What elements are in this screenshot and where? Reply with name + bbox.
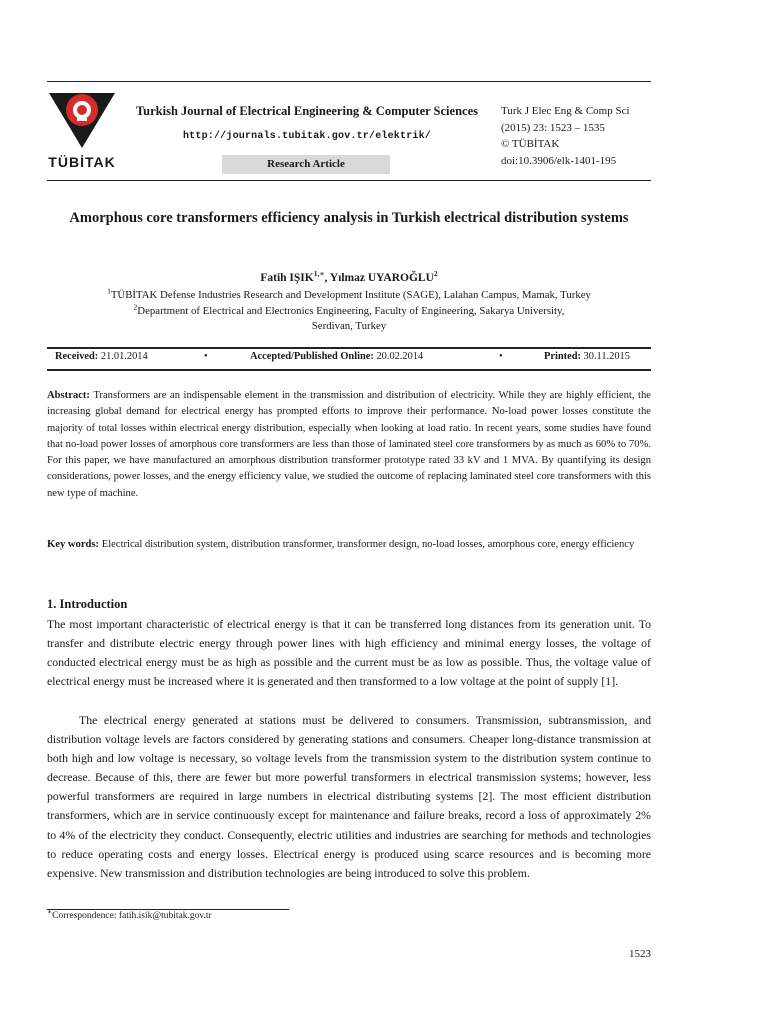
author-1: Fatih IŞIK [260, 272, 314, 284]
citation-copyright: © TÜBİTAK [501, 138, 560, 150]
citation-volume: (2015) 23: 1523 – 1535 [501, 121, 605, 134]
received-label: Received: [55, 351, 99, 362]
logo-wordmark: TÜBİTAK [48, 154, 116, 170]
dates-bullet-1: • [204, 351, 208, 362]
citation-doi[interactable]: doi:10.3906/elk-1401-195 [501, 154, 617, 167]
journal-url[interactable]: http://journals.tubitak.gov.tr/elektrik/ [182, 131, 432, 142]
accepted-value: 20.02.2014 [376, 351, 424, 362]
keywords-text: Electrical distribution system, distribution transformer, transformer design, no-load losses, amorphous core, energy efficiency [101, 539, 635, 550]
accepted-date [250, 351, 423, 362]
abstract [47, 388, 651, 502]
author-2: Yılmaz UYAROĞLU [329, 272, 434, 284]
citation-journal: Turk J Elec Eng & Comp Sci [501, 105, 630, 117]
keywords [47, 537, 651, 553]
printed-date [544, 351, 630, 362]
header-top-rule [47, 81, 651, 82]
footnote-symbol: ∗ [47, 906, 53, 916]
footnote-rule [47, 909, 289, 910]
dates-bottom-rule [47, 369, 651, 371]
footnote-text: Correspondence: fatih.isik@tubitak.gov.tr [52, 911, 212, 921]
affiliation-2-text: Department of Electrical and Electronics Engineering, Faculty of Engineering, Sakarya University, [137, 304, 565, 317]
tubitak-logo [47, 90, 117, 175]
author-line [47, 269, 651, 284]
affiliation-1-text: TÜBİTAK Defense Industries Research and Development Institute (SAGE), Lalahan Campus, Mamak, Turkey [110, 289, 591, 301]
printed-label: Printed: [544, 351, 581, 362]
printed-value: 30.11.2015 [583, 351, 630, 362]
header-bottom-rule [47, 180, 651, 181]
page-number: 1523 [629, 948, 651, 960]
article-type-badge: Research Article [222, 155, 390, 174]
intro-paragraph-1: The most important characteristic of electrical energy is that it can be transferred long distances from its generation unit. To transfer and distribute electric energy through power lines with high efficiency and minimal energy losses, the voltage of conducted electrical energy must be as high as possible and the current must be as low as possible. Thus, the voltage value of electrical energy must be increased where it is generated and then transformed to a low voltage at the point of supply [1]. [47, 617, 651, 689]
footnote [47, 906, 212, 921]
author-separator: , [324, 272, 330, 284]
affiliation-1-sup: 1 [107, 286, 111, 296]
affiliation-2-sup: 2 [133, 301, 138, 311]
section-heading: 1. Introduction [47, 597, 128, 611]
abstract-text: Transformers are an indispensable element in the transmission and distribution of electricity. While they are highly efficient, the increasing global demand for electrical energy has prompted efforts to improve their performance. No-load power losses constitute the majority of total losses within electrical energy distribution, especially when looking at load ratio. In recent years, some studies have found that no-load power losses of amorphous core transformers are less than those of laminated steel core transformers by as much as 60% to 70%. For this paper, we have manufactured an amorphous distribution transformer prototype rated 33 kV and 1 MVA. By quantifying its design considerations, power losses, and the energy efficiency value, we studied the outcome of replacing laminated steel core transformers with this new type of machine. [47, 390, 651, 499]
affiliations [47, 288, 651, 335]
paper-title: Amorphous core transformers efficiency analysis in Turkish electrical distribution systems [69, 210, 629, 226]
accepted-label: Accepted/Published Online: [250, 351, 374, 362]
keywords-label: Key words: [47, 539, 100, 550]
intro-paragraph-2: The electrical energy generated at stations must be delivered to consumers. Transmission, subtransmission, and distribution voltage levels are factors considered by generating stations and consumers. Cheaper long-distance transmission at both high and low voltage is necessary, so voltage levels from the transmission system to the distribution system continue to decrease. Because of this, there are fewer but more powerful transformers in electrical transmission systems; however, less powerful transformers are required in large numbers in electrical distributing systems [2]. The most efficient distribution transformers, which are in service continuously except for maintenance and failure breaks, record a loss of approximately 2% to 4% of the electricity they conduct. Consequently, electric utilities and industries are searching for methods and technologies to reduce operating costs and energy losses. Electrical energy is produced using scarce resources and is becoming more expensive. New transmission and distribution technologies are being introduced to solve this problem. [47, 713, 651, 880]
author-2-sup: 2 [433, 269, 438, 279]
affiliation-2 [47, 301, 651, 320]
abstract-label: Abstract: [47, 390, 90, 401]
author-1-sup: 1,∗ [313, 269, 325, 279]
journal-name: Turkish Journal of Electrical Engineering & Computer Sciences [135, 104, 478, 118]
dates-bar [47, 351, 651, 369]
affiliation-1 [47, 288, 651, 304]
received-date [55, 351, 148, 362]
dates-top-rule [47, 347, 651, 349]
received-value: 21.01.2014 [100, 351, 148, 362]
dates-bullet-2: • [499, 351, 503, 362]
citation-block [501, 103, 671, 169]
affiliation-2-continued: Serdivan, Turkey [311, 320, 387, 332]
